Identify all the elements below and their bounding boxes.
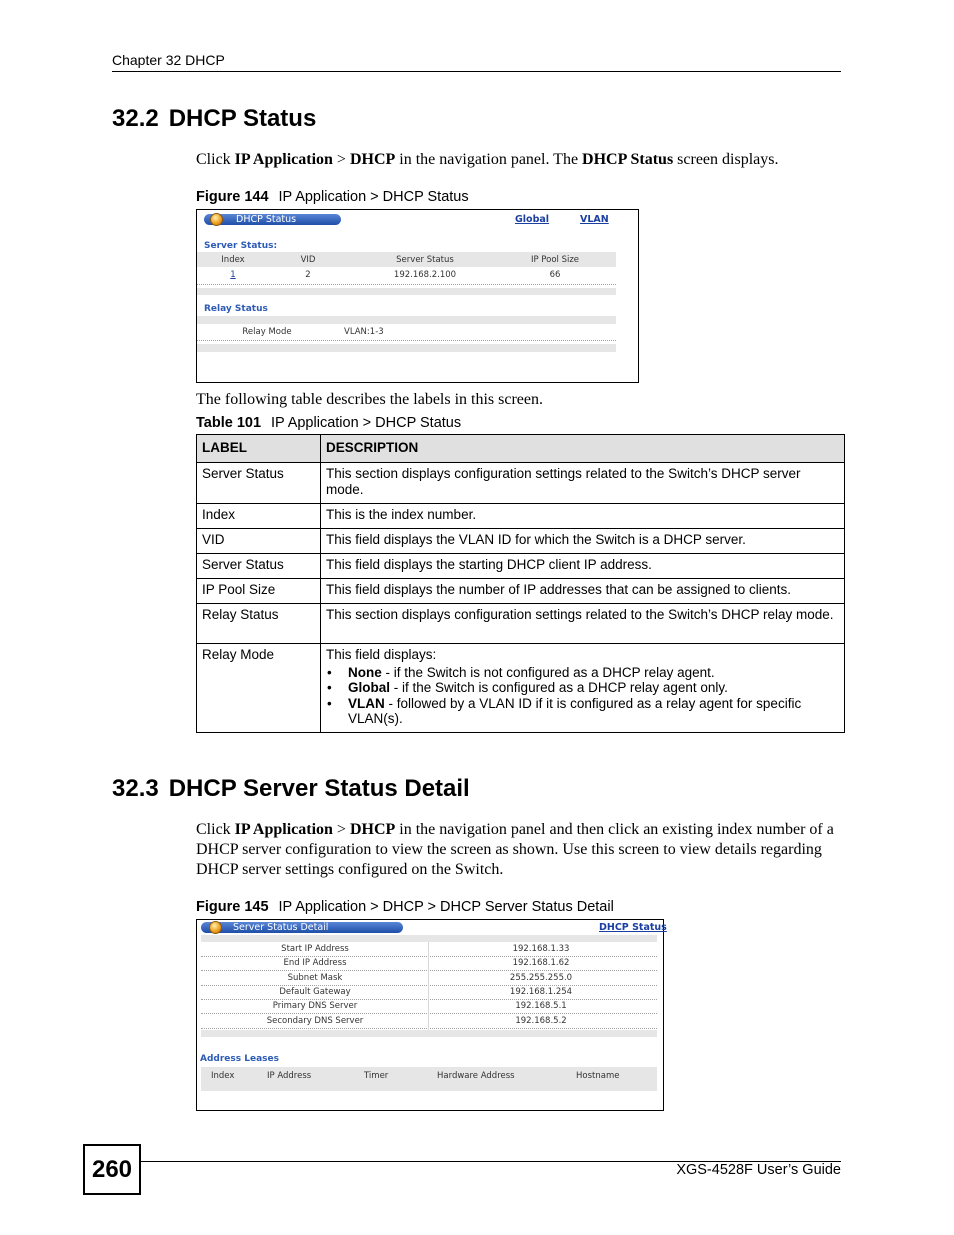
table-row-relay-mode [197, 644, 845, 733]
figure-caption-text: IP Application > DHCP > DHCP Server Status Detail [278, 899, 614, 915]
detail-field-label: End IP Address [283, 958, 347, 969]
detail-field-label: Start IP Address [281, 944, 349, 954]
intro-text: in the navigation panel and then click an existing index number of a DHCP server configuration to view the screen as shown. Use this screen to view details regarding DHCP server settings configured on the Switch. [196, 821, 834, 878]
table-intro-paragraph: The following table describes the labels in this screen. [196, 391, 544, 408]
bullet-term: VLAN [348, 695, 385, 711]
lease-col-hostname: Hostname [576, 1071, 620, 1081]
header-description: DESCRIPTION [321, 435, 845, 463]
table-row [197, 579, 845, 604]
intro-paragraph-server-status-detail [196, 820, 841, 880]
detail-row-divider [201, 999, 657, 1000]
row-description [321, 644, 845, 733]
intro-bold-term: DHCP [349, 821, 396, 838]
detail-column-separator [428, 942, 429, 1030]
relay-mode-bullet [326, 680, 839, 696]
relay-status-heading: Relay Status [204, 304, 268, 314]
col-vid: VID [300, 255, 316, 265]
bullet-text: - followed by a VLAN ID if it is configured as a relay agent for specific VLAN(s). [348, 695, 802, 726]
section-title: DHCP Status [168, 105, 317, 132]
table-row [197, 604, 845, 644]
intro-paragraph-dhcp-status [196, 150, 841, 170]
header-label: LABEL [197, 435, 321, 463]
screen-title-bar: DHCP Status [204, 214, 341, 225]
detail-field-value: 192.168.5.1 [515, 1001, 567, 1012]
server-row-vid: 2 [305, 270, 311, 280]
detail-row-divider [201, 970, 657, 971]
lease-col-hardware-address: Hardware Address [437, 1071, 515, 1081]
table-101-caption [196, 415, 461, 431]
section-number: 32.3 [112, 775, 159, 802]
table-row [197, 463, 845, 504]
dhcp-status-link[interactable]: DHCP Status [599, 922, 667, 933]
table-row [197, 554, 845, 579]
table-row [197, 504, 845, 529]
row-description: This section displays configuration settings related to the Switch’s DHCP relay mode. [321, 604, 845, 644]
row-description: This is the index number. [321, 504, 845, 529]
header-rule [112, 71, 841, 72]
table-row [197, 529, 845, 554]
vlan-link[interactable]: VLAN [580, 214, 609, 225]
row-label: Index [197, 504, 321, 529]
table-header-row [197, 435, 845, 463]
relay-mode-label: Relay Mode [242, 327, 292, 337]
section-heading-server-status-detail [112, 775, 470, 803]
intro-text: Click [196, 821, 235, 838]
detail-footer-band [201, 1030, 657, 1037]
relay-divider [197, 340, 616, 341]
dhcp-status-screen [196, 209, 639, 383]
section-heading-dhcp-status [112, 105, 316, 133]
bullet-text: - if the Switch is configured as a DHCP relay agent only. [390, 680, 728, 695]
intro-text: Click [196, 151, 235, 168]
lease-col-timer: Timer [364, 1071, 389, 1081]
intro-bold-term: DHCP [349, 151, 396, 168]
relay-status-footer-band [197, 344, 616, 352]
server-status-detail-screen [196, 919, 667, 1111]
intro-bold-term: DHCP Status [582, 151, 674, 168]
table-caption-text: IP Application > DHCP Status [271, 415, 462, 431]
address-leases-heading: Address Leases [200, 1054, 279, 1064]
detail-field-label: Secondary DNS Server [266, 1015, 364, 1026]
detail-row-divider [201, 1028, 657, 1029]
detail-row-divider [201, 985, 657, 986]
detail-field-value: 192.168.5.2 [515, 1015, 567, 1026]
intro-text: > [332, 151, 350, 168]
detail-field-label: Default Gateway [279, 986, 351, 997]
relay-status-header-band [197, 316, 616, 324]
detail-row-divider [201, 956, 657, 957]
figure-145-caption [196, 899, 614, 915]
detail-field-value: 192.168.1.33 [512, 944, 570, 954]
bullet-term: Global [348, 680, 391, 695]
intro-text: in the navigation panel. The [395, 151, 583, 168]
detail-row-divider [201, 1013, 657, 1014]
intro-text: screen displays. [673, 151, 779, 168]
detail-field-value: 192.168.1.62 [512, 958, 570, 969]
col-index: Index [221, 255, 245, 265]
col-ip-pool-size: IP Pool Size [530, 255, 580, 265]
global-link[interactable]: Global [515, 214, 550, 225]
server-row-pool-size: 66 [549, 270, 561, 280]
server-status-footer-band [197, 288, 616, 295]
server-row-ip: 192.168.2.100 [393, 270, 457, 280]
intro-text: > [332, 821, 350, 838]
guide-title: XGS-4528F User’s Guide [676, 1162, 841, 1178]
dhcp-status-labels-table [196, 434, 845, 733]
detail-field-value: 255.255.255.0 [509, 972, 573, 983]
page-number: 260 [83, 1144, 141, 1195]
status-orb-icon [210, 213, 223, 226]
row-label: Relay Status [197, 604, 321, 644]
figure-label: Figure 145 [196, 899, 269, 915]
status-orb-icon [209, 921, 222, 934]
detail-field-label: Primary DNS Server [272, 1001, 358, 1012]
server-row-index-link[interactable]: 1 [230, 270, 236, 280]
section-number: 32.2 [112, 105, 159, 132]
relay-mode-bullet-list [326, 665, 839, 727]
row-label: Server Status [197, 463, 321, 504]
detail-header-band [201, 935, 657, 942]
row-label: Server Status [197, 554, 321, 579]
lease-col-index: Index [211, 1071, 235, 1081]
relay-mode-value: VLAN:1-3 [344, 327, 384, 337]
table-label: Table 101 [196, 415, 262, 431]
detail-field-label: Subnet Mask [287, 972, 343, 983]
intro-bold-term: IP Application [234, 151, 333, 168]
relay-mode-bullet [326, 696, 839, 727]
lease-col-ip-address: IP Address [267, 1071, 312, 1081]
section-title: DHCP Server Status Detail [168, 775, 470, 802]
row-divider [197, 284, 616, 285]
row-description: This field displays the VLAN ID for which the Switch is a DHCP server. [321, 529, 845, 554]
row-label: VID [197, 529, 321, 554]
bullet-text: - if the Switch is not configured as a DHCP relay agent. [381, 664, 715, 680]
intro-bold-term: IP Application [234, 821, 333, 838]
server-status-heading: Server Status: [204, 241, 278, 251]
chapter-header: Chapter 32 DHCP [112, 52, 225, 68]
bullet-term: None [348, 664, 382, 680]
row-description: This field displays the number of IP addresses that can be assigned to clients. [321, 579, 845, 604]
screen-title-bar: Server Status Detail [201, 922, 403, 933]
figure-caption-text: IP Application > DHCP Status [278, 189, 469, 205]
row-description: This section displays configuration settings related to the Switch’s DHCP server mode. [321, 463, 845, 504]
row-label: Relay Mode [197, 644, 321, 733]
row-label: IP Pool Size [197, 579, 321, 604]
figure-144-caption [196, 189, 469, 205]
detail-field-value: 192.168.1.254 [509, 986, 573, 997]
relay-mode-bullet [326, 665, 839, 681]
relay-mode-intro: This field displays: [326, 647, 437, 662]
col-server-status: Server Status [396, 255, 454, 265]
figure-label: Figure 144 [196, 189, 269, 205]
row-description: This field displays the starting DHCP client IP address. [321, 554, 845, 579]
